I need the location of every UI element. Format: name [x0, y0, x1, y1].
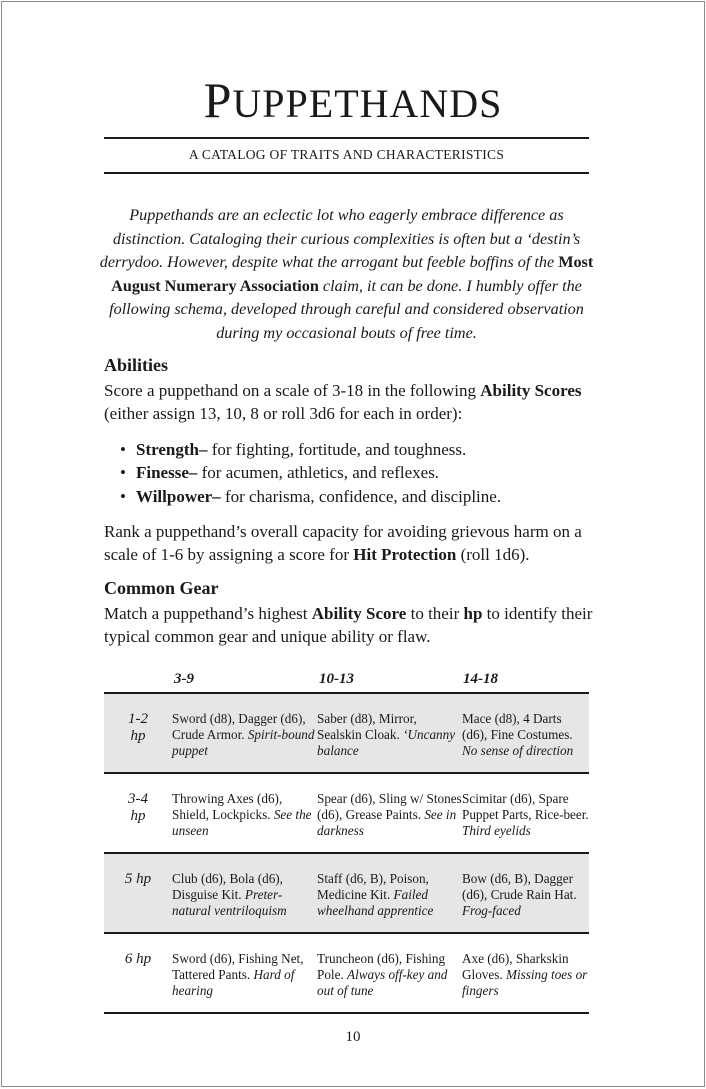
- table-cell: Staff (d6, B), Poison, Medicine Kit. Failed wheelhand apprentice: [317, 871, 434, 918]
- table-cell: Sword (d8), Dagger (d6), Crude Armor. Spirit-bound puppet: [172, 711, 315, 758]
- ability-list: [120, 438, 501, 508]
- hp-cell: 3-4 hp: [128, 791, 148, 824]
- column-header: 10-13: [319, 671, 354, 687]
- table-row: [104, 693, 589, 773]
- list-item: • Willpower– for charisma, confidence, and discipline.: [120, 485, 501, 508]
- table-cell: Axe (d6), Sharkskin Gloves. Missing toes or fingers: [462, 951, 588, 998]
- table-cell: Throwing Axes (d6), Shield, Lockpicks. See the unseen: [172, 791, 312, 838]
- table-cell: Scimitar (d6), Spare Puppet Parts, Rice-beer. Third eyelids: [462, 791, 589, 838]
- table-cell: Truncheon (d6), Fishing Pole. Always off-key and out of tune: [317, 951, 448, 998]
- intro-paragraph: Puppethands are an eclectic lot who eagerly embrace difference as distinction. Cataloging their curious complexities is often but a ‘destin’s derrydoo. However, despite what the arrogant but feeble boffins of the Most August Numerary Association claim, it can be done. I humbly offer the following schema, developed through careful and considered observation during my occasional bouts of free time.: [99, 206, 594, 342]
- page-number: 10: [345, 1029, 361, 1045]
- hp-cell: 5 hp: [124, 871, 152, 887]
- abilities-heading: Abilities: [104, 355, 169, 375]
- common-gear-intro: Match a puppethand’s highest Ability Score to their hp to identify their typical common gear and unique ability or flaw.: [104, 604, 593, 647]
- hp-cell: 6 hp: [124, 951, 152, 967]
- hp-cell: 1-2 hp: [128, 711, 148, 744]
- common-gear-heading: Common Gear: [104, 578, 219, 598]
- list-item: • Finesse– for acumen, athletics, and reflexes.: [120, 461, 501, 484]
- list-item: • Strength– for fighting, fortitude, and toughness.: [120, 438, 501, 461]
- table-row: [104, 773, 589, 853]
- page-title: PUPPETHANDS: [203, 72, 503, 128]
- table-cell: Saber (d8), Mirror, Sealskin Cloak. ‘Uncanny balance: [317, 711, 456, 758]
- page-subtitle: A CATALOG OF TRAITS AND CHARACTERISTICS: [188, 147, 505, 162]
- title-rule-top: [104, 137, 589, 139]
- title-rule-bottom: [104, 172, 589, 174]
- table-cell: Club (d6), Bola (d6), Disguise Kit. Preter-natural ventriloquism: [172, 871, 287, 918]
- table-row: [104, 933, 589, 1013]
- column-header: 14-18: [463, 671, 498, 687]
- column-header: 3-9: [174, 671, 194, 687]
- table-cell: Spear (d6), Sling w/ Stones (d6), Grease Paints. See in darkness: [317, 791, 462, 838]
- table-cell: Sword (d6), Fishing Net, Tattered Pants. Hard of hearing: [172, 951, 304, 998]
- hit-protection-paragraph: Rank a puppethand’s overall capacity for avoiding grievous harm on a scale of 1-6 by assigning a score for Hit Protection (roll 1d6).: [104, 522, 582, 565]
- table-cell: Mace (d8), 4 Darts (d6), Fine Costumes. No sense of direction: [462, 711, 574, 758]
- abilities-intro: Score a puppethand on a scale of 3-18 in the following Ability Scores (either assign 13, 10, 8 or roll 3d6 for each in order):: [104, 381, 582, 424]
- book-page: [1, 1, 705, 1087]
- common-gear-table: [104, 692, 589, 1014]
- table-cell: Bow (d6, B), Dagger (d6), Crude Rain Hat. Frog-faced: [462, 871, 577, 918]
- table-row: [104, 853, 589, 933]
